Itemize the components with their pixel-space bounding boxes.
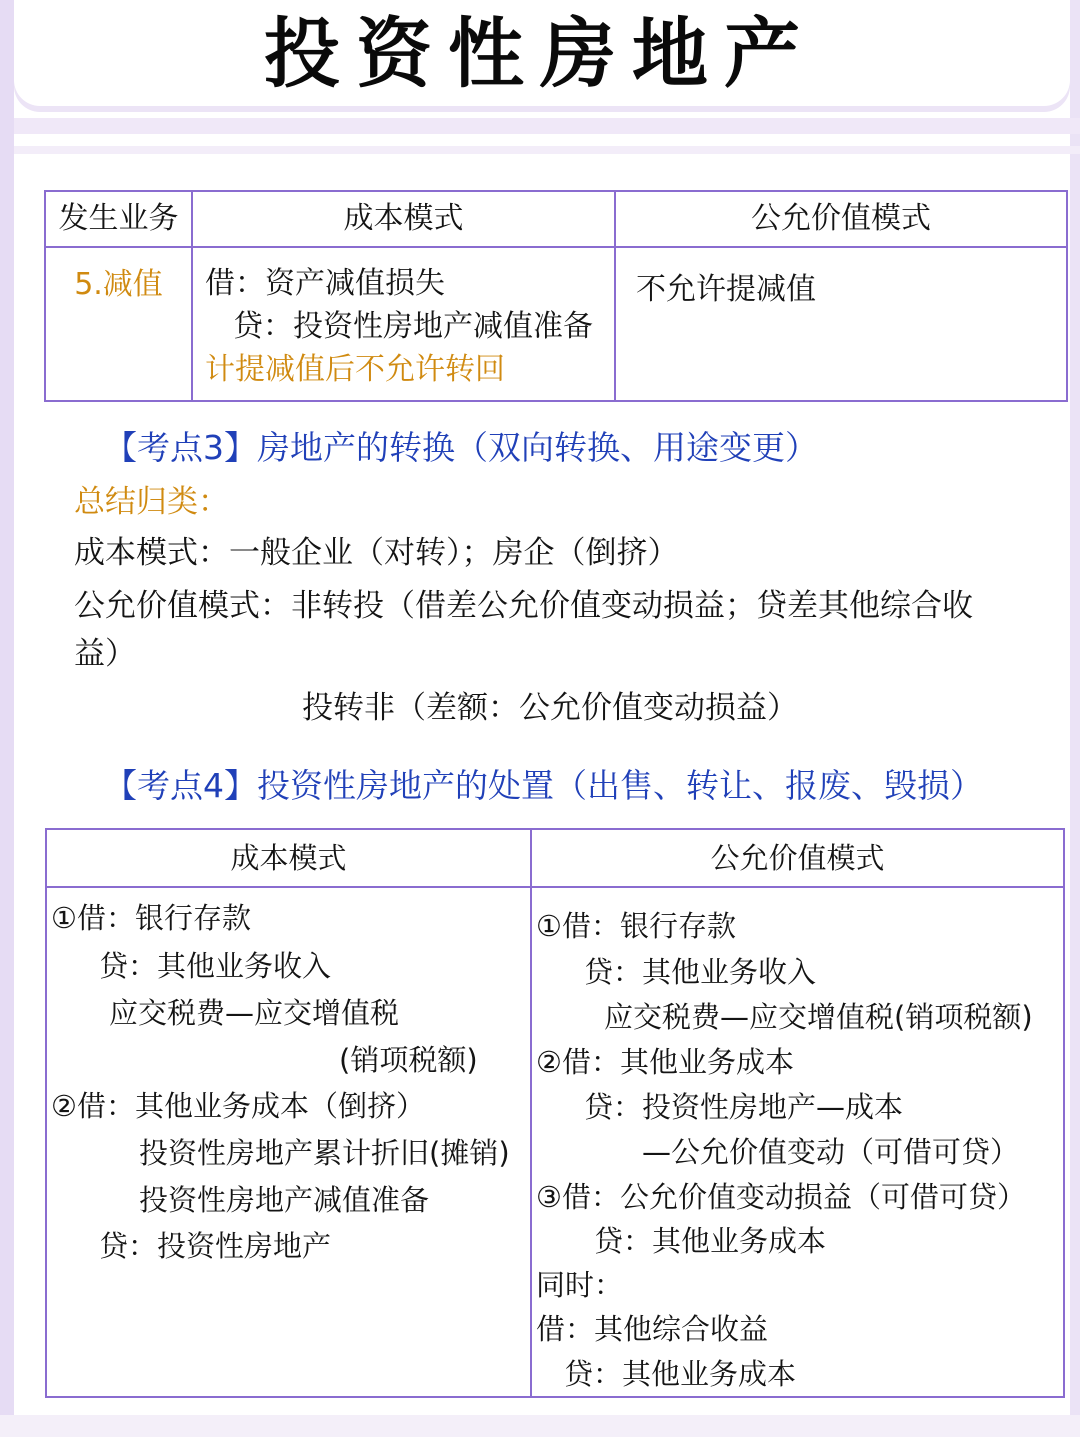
summary-line: 成本模式：一般企业（对转）；房企（倒挤） <box>74 535 679 571</box>
cost-line: 投资性房地产减值准备 <box>139 1183 430 1217</box>
fair-line: 贷：其他业务收入 <box>584 955 817 989</box>
business-cell <box>45 247 192 401</box>
fair-value-cell <box>531 887 1064 1397</box>
fair-line: 应交税费—应交增值税(销项税额) <box>604 1000 1033 1034</box>
point3-heading <box>104 422 818 469</box>
cost-line: 贷：其他业务收入 <box>99 949 332 983</box>
summary-line: 益） <box>74 636 136 672</box>
decor-band <box>14 146 1080 154</box>
cost-line: 贷：投资性房地产 <box>99 1229 332 1263</box>
header-fair-value-model: 公允价值模式 <box>615 191 1067 247</box>
table-row <box>46 887 1064 1397</box>
fair-line: ②借：其他业务成本 <box>536 1045 794 1079</box>
page-title: 投资性房地产 <box>264 9 816 98</box>
header-cost-model: 成本模式 <box>46 829 531 887</box>
fair-line: 借：其他综合收益 <box>536 1312 769 1346</box>
summary-line: 投转非（差额：公允价值变动损益） <box>302 690 798 726</box>
header-cost-model: 成本模式 <box>192 191 615 247</box>
cost-line: ①借：银行存款 <box>51 901 251 935</box>
disposal-table <box>45 828 1065 1398</box>
fair-value-cell <box>615 247 1067 401</box>
left-decor-strip <box>0 0 14 1437</box>
cost-line: 应交税费—应交增值税 <box>109 996 400 1030</box>
cost-cell <box>192 247 615 401</box>
fair-line: 贷：其他业务成本 <box>564 1357 797 1391</box>
decor-band <box>14 118 1080 134</box>
fair-line: 贷：投资性房地产—成本 <box>584 1090 904 1124</box>
fair-value-text: 不允许提减值 <box>636 272 816 307</box>
impairment-note: 计提减值后不允许转回 <box>205 352 505 387</box>
fair-line: 同时： <box>536 1268 624 1302</box>
fair-line: ①借：银行存款 <box>536 909 736 943</box>
table-row <box>45 247 1067 401</box>
cost-cell <box>46 887 531 1397</box>
table-header-row <box>45 191 1067 247</box>
business-label: 5.减值 <box>74 267 163 302</box>
cost-line: (销项税额) <box>339 1043 478 1077</box>
fair-line: —公允价值变动（可借可贷） <box>642 1135 1020 1169</box>
header-business: 发生业务 <box>45 191 192 247</box>
cost-line: ②借：其他业务成本（倒挤） <box>51 1089 425 1123</box>
bottom-decor-strip <box>0 1415 1080 1437</box>
point4-heading <box>104 760 983 807</box>
point3-bracket: 【考点3】 <box>104 428 257 467</box>
point3-title: 房地产的转换（双向转换、用途变更） <box>257 428 818 467</box>
fair-line: ③借：公允价值变动损益（可借可贷） <box>536 1180 1026 1214</box>
fair-line: 贷：其他业务成本 <box>594 1224 827 1258</box>
summary-label: 总结归类： <box>74 484 229 520</box>
impairment-table <box>44 190 1068 402</box>
point4-bracket: 【考点4】 <box>104 766 257 805</box>
debit-line: 借：资产减值损失 <box>205 266 445 301</box>
table-header-row <box>46 829 1064 887</box>
point4-title: 投资性房地产的处置（出售、转让、报废、毁损） <box>257 766 983 805</box>
cost-line: 投资性房地产累计折旧(摊销) <box>139 1136 510 1170</box>
summary-line: 公允价值模式：非转投（借差公允价值变动损益；贷差其他综合收 <box>74 588 973 624</box>
credit-line: 贷：投资性房地产减值准备 <box>233 309 593 344</box>
right-decor-strip <box>1070 0 1080 1437</box>
header-fair-value-model: 公允价值模式 <box>531 829 1064 887</box>
